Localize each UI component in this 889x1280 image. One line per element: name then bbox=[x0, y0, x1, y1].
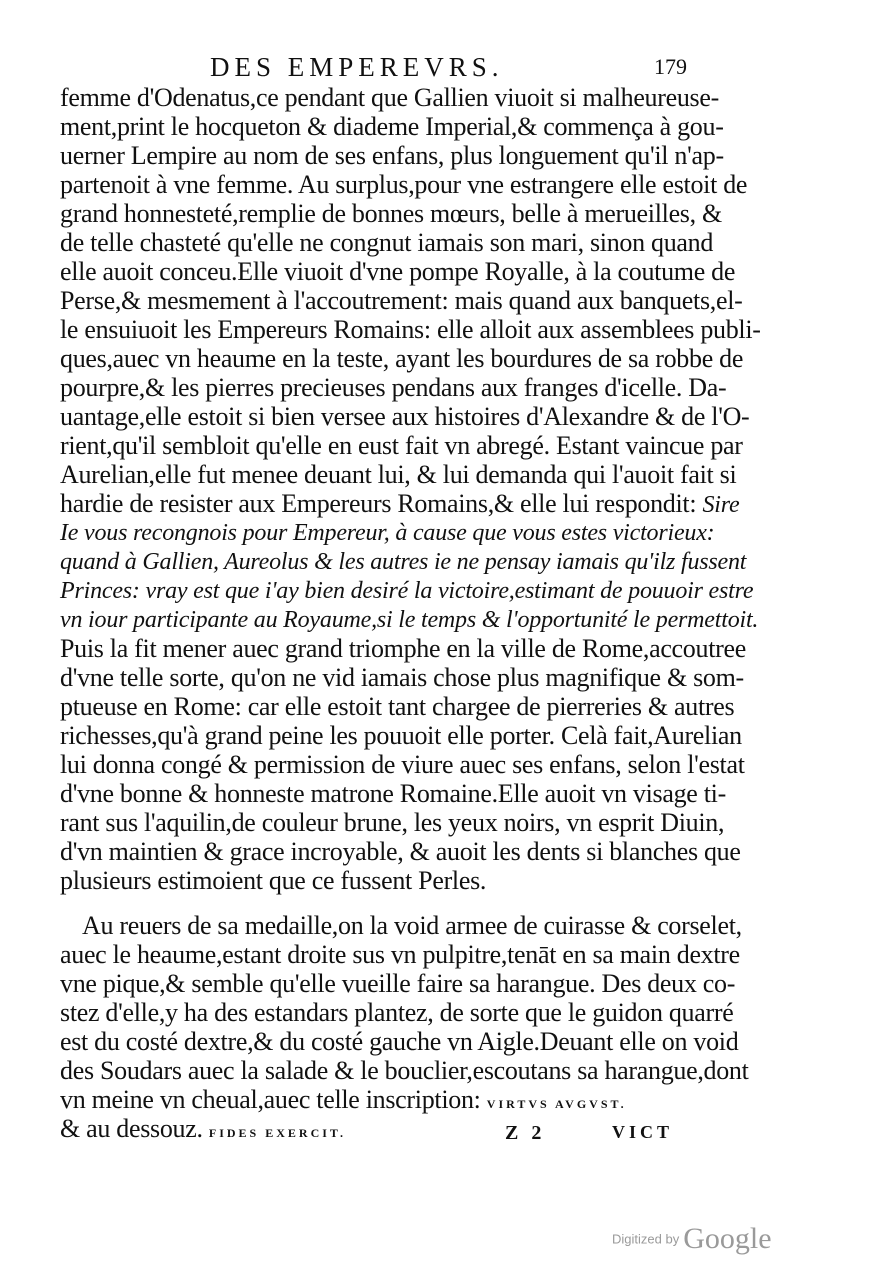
text-line: uantage,elle estoit si bien versee aux histoires d'Alexandre & de l'O- bbox=[60, 402, 750, 431]
catchword: VICT bbox=[612, 1122, 674, 1142]
text-line: ques,auec vn heaume en la teste, ayant les bourdures de sa robbe de bbox=[60, 344, 744, 373]
text-line: femme d'Odenatus,ce pendant que Gallien viuoit si malheureuse- bbox=[60, 83, 719, 112]
text-line: stez d'elle,y ha des estandars plantez, de sorte que le guidon quarré bbox=[60, 998, 734, 1027]
text-line: de telle chasteté qu'elle ne congnut iamais son mari, sinon quand bbox=[60, 228, 714, 257]
text-line: d'vn maintien & grace incroyable, & auoit les dents si blanches que bbox=[60, 837, 741, 866]
text-line: Puis la fit mener auec grand triomphe en la ville de Rome,accoutree bbox=[60, 634, 746, 663]
text-line-roman: vn meine vn cheual,auec telle inscription: bbox=[60, 1085, 487, 1114]
google-logo: Google bbox=[683, 1222, 772, 1255]
text-line: Aurelian,elle fut menee deuant lui, & lui demanda qui l'auoit fait si bbox=[60, 460, 737, 489]
text-line: Au reuers de sa medaille,on la void armee de cuirasse & corselet, bbox=[82, 911, 742, 940]
running-head: DES EMPEREVRS. bbox=[210, 52, 504, 82]
speech-line: Princes: vray est que i'ay bien desiré la victoire,estimant de pouuoir estre bbox=[60, 578, 754, 604]
inscription-exergue: FIDES EXERCIT. bbox=[208, 1126, 347, 1140]
text-line-roman: hardie de resister aux Empereurs Romains,& elle lui respondit: bbox=[60, 489, 703, 518]
signature-mark: Z 2 bbox=[505, 1122, 546, 1144]
text-line: richesses,qu'à grand peine les pouuoit elle porter. Celà fait,Aurelian bbox=[60, 721, 742, 750]
text-line: auec le heaume,estant droite sus vn pulpitre,tenāt en sa main dextre bbox=[60, 940, 740, 969]
text-line: rient,qu'il sembloit qu'elle en eust fait vn abregé. Estant vaincue par bbox=[60, 431, 743, 460]
text-line: des Soudars auec la salade & le bouclier,escoutans sa harangue,dont bbox=[60, 1056, 749, 1085]
text-line: est du costé dextre,& du costé gauche vn Aigle.Deuant elle on void bbox=[60, 1027, 739, 1056]
speech-line: Ie vous recongnois pour Empereur, à cause que vous estes victorieux: bbox=[60, 520, 715, 546]
text-line: ptueuse en Rome: car elle estoit tant chargee de pierreries & autres bbox=[60, 692, 735, 721]
text-line: lui donna congé & permission de viure auec ses enfans, selon l'estat bbox=[60, 750, 745, 779]
text-line bbox=[60, 490, 739, 519]
speech-line: vn iour participante au Royaume,si le temps & l'opportunité le permettoit. bbox=[60, 607, 759, 633]
page-number: 179 bbox=[654, 54, 687, 79]
text-line: plusieurs estimoient que ce fussent Perles. bbox=[60, 866, 487, 895]
speech-start: Sire bbox=[702, 492, 740, 518]
text-line: pourpre,& les pierres precieuses pendans aux franges d'icelle. Da- bbox=[60, 373, 727, 402]
speech-line: quand à Gallien, Aureolus & les autres ie ne pensay iamais qu'ilz fussent bbox=[60, 549, 747, 575]
text-line: le ensuiuoit les Empereurs Romains: elle alloit aux assemblees publi- bbox=[60, 315, 761, 344]
text-line: rant sus l'aquilin,de couleur brune, les yeux noirs, vn esprit Diuin, bbox=[60, 808, 725, 837]
text-line: grand honnesteté,remplie de bonnes mœurs, belle à merueilles, & bbox=[60, 199, 722, 228]
text-line: uerner Lempire au nom de ses enfans, plus longuement qu'il n'ap- bbox=[60, 141, 724, 170]
text-line: ment,print le hocqueton & diademe Imperial,& commença à gou- bbox=[60, 112, 724, 141]
text-line bbox=[60, 1115, 346, 1147]
watermark-prefix: Digitized by bbox=[612, 1231, 680, 1247]
text-line-roman: & au dessouz. bbox=[60, 1114, 209, 1143]
text-line: d'vne bonne & honneste matrone Romaine.Elle auoit vn visage ti- bbox=[60, 779, 726, 808]
text-line: d'vne telle sorte, qu'on ne vid iamais chose plus magnifique & som- bbox=[60, 663, 744, 692]
text-line: vne pique,& semble qu'elle vueille faire sa harangue. Des deux co- bbox=[60, 969, 736, 998]
inscription-obverse: VIRTVS AVGVST. bbox=[486, 1097, 627, 1111]
digitized-watermark bbox=[612, 1222, 772, 1256]
text-line: elle auoit conceu.Elle viuoit d'vne pompe Royalle, à la coutume de bbox=[60, 257, 736, 286]
text-line: partenoit à vne femme. Au surplus,pour vne estrangere elle estoit de bbox=[60, 170, 748, 199]
text-line: Perse,& mesmement à l'accoutrement: mais quand aux banquets,el- bbox=[60, 286, 743, 315]
